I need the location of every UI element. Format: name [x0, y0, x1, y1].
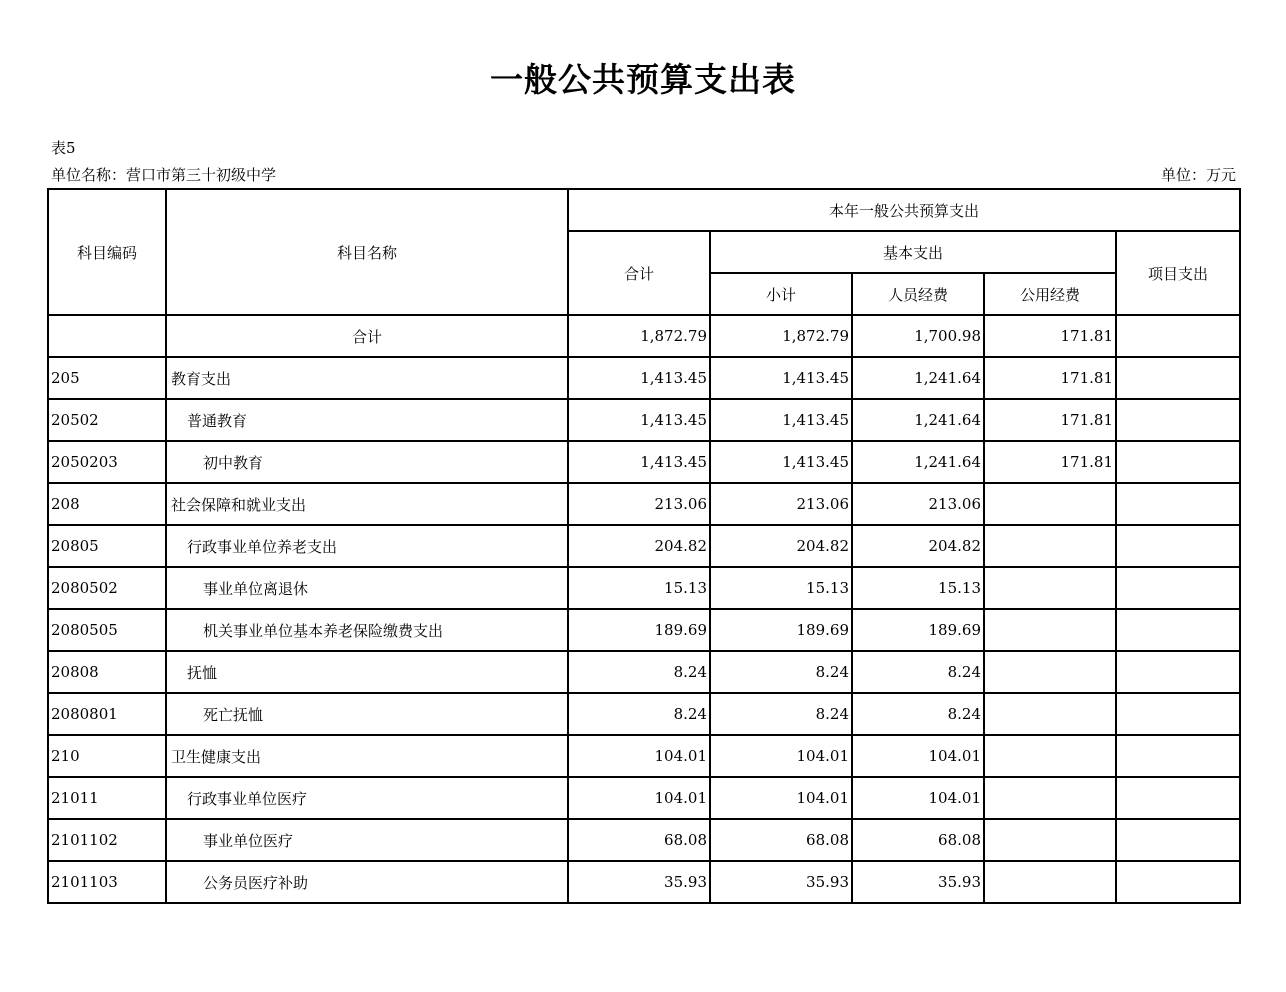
- cell-project: [1116, 777, 1240, 819]
- cell-public: [984, 567, 1116, 609]
- unit-currency: 单位：万元: [1160, 166, 1236, 184]
- header-subtotal: 小计: [710, 273, 852, 315]
- cell-code: 2050203: [48, 441, 166, 483]
- header-basic: 基本支出: [710, 231, 1116, 273]
- cell-code: 2080801: [48, 693, 166, 735]
- cell-subtotal: 189.69: [710, 609, 852, 651]
- cell-name: 公务员医疗补助: [166, 861, 568, 903]
- cell-public: 171.81: [984, 441, 1116, 483]
- table-row: [48, 441, 1240, 483]
- table-row: [48, 819, 1240, 861]
- cell-code: [48, 315, 166, 357]
- header-total: 合计: [568, 231, 710, 315]
- cell-personnel: 104.01: [852, 735, 984, 777]
- header-name: 科目名称: [166, 189, 568, 315]
- cell-subtotal: 8.24: [710, 651, 852, 693]
- cell-code: 208: [48, 483, 166, 525]
- table-row: [48, 651, 1240, 693]
- unit-name: 单位名称：营口市第三十初级中学: [51, 166, 277, 184]
- cell-public: [984, 861, 1116, 903]
- cell-subtotal: 104.01: [710, 777, 852, 819]
- table-body: [48, 315, 1240, 903]
- cell-name: 事业单位离退休: [166, 567, 568, 609]
- cell-code: 2101102: [48, 819, 166, 861]
- cell-name: 卫生健康支出: [166, 735, 568, 777]
- table-row: [48, 777, 1240, 819]
- cell-subtotal: 68.08: [710, 819, 852, 861]
- table-row: [48, 693, 1240, 735]
- cell-name: 行政事业单位医疗: [166, 777, 568, 819]
- header-project: 项目支出: [1116, 231, 1240, 315]
- table-row: [48, 357, 1240, 399]
- cell-project: [1116, 483, 1240, 525]
- cell-public: [984, 609, 1116, 651]
- header-personnel: 人员经费: [852, 273, 984, 315]
- cell-name: 社会保障和就业支出: [166, 483, 568, 525]
- cell-total: 104.01: [568, 735, 710, 777]
- table-row: [48, 609, 1240, 651]
- cell-public: [984, 693, 1116, 735]
- cell-name: 普通教育: [166, 399, 568, 441]
- cell-personnel: 1,700.98: [852, 315, 984, 357]
- cell-total: 1,413.45: [568, 357, 710, 399]
- cell-project: [1116, 525, 1240, 567]
- cell-name: 机关事业单位基本养老保险缴费支出: [166, 609, 568, 651]
- cell-code: 210: [48, 735, 166, 777]
- cell-project: [1116, 609, 1240, 651]
- cell-public: 171.81: [984, 399, 1116, 441]
- cell-personnel: 68.08: [852, 819, 984, 861]
- cell-total: 213.06: [568, 483, 710, 525]
- cell-public: 171.81: [984, 357, 1116, 399]
- cell-personnel: 8.24: [852, 693, 984, 735]
- cell-project: [1116, 735, 1240, 777]
- table-number: 表5: [51, 139, 76, 157]
- cell-personnel: 189.69: [852, 609, 984, 651]
- budget-table: [47, 188, 1241, 904]
- table-row: [48, 483, 1240, 525]
- cell-subtotal: 213.06: [710, 483, 852, 525]
- page-title: 一般公共预算支出表: [490, 60, 796, 99]
- cell-subtotal: 104.01: [710, 735, 852, 777]
- table-row: [48, 861, 1240, 903]
- cell-project: [1116, 441, 1240, 483]
- cell-personnel: 15.13: [852, 567, 984, 609]
- cell-subtotal: 35.93: [710, 861, 852, 903]
- cell-code: 20502: [48, 399, 166, 441]
- cell-total: 1,413.45: [568, 399, 710, 441]
- cell-name: 合计: [166, 315, 568, 357]
- cell-project: [1116, 315, 1240, 357]
- cell-name: 死亡抚恤: [166, 693, 568, 735]
- cell-subtotal: 1,413.45: [710, 441, 852, 483]
- header-group: 本年一般公共预算支出: [568, 189, 1240, 231]
- cell-personnel: 213.06: [852, 483, 984, 525]
- cell-personnel: 104.01: [852, 777, 984, 819]
- cell-name: 事业单位医疗: [166, 819, 568, 861]
- cell-code: 21011: [48, 777, 166, 819]
- cell-total: 189.69: [568, 609, 710, 651]
- cell-public: [984, 651, 1116, 693]
- cell-project: [1116, 651, 1240, 693]
- cell-name: 抚恤: [166, 651, 568, 693]
- cell-public: [984, 777, 1116, 819]
- cell-personnel: 1,241.64: [852, 441, 984, 483]
- cell-project: [1116, 399, 1240, 441]
- cell-personnel: 35.93: [852, 861, 984, 903]
- cell-total: 8.24: [568, 651, 710, 693]
- cell-public: 171.81: [984, 315, 1116, 357]
- cell-public: [984, 483, 1116, 525]
- cell-public: [984, 819, 1116, 861]
- cell-subtotal: 15.13: [710, 567, 852, 609]
- cell-total: 8.24: [568, 693, 710, 735]
- cell-total: 68.08: [568, 819, 710, 861]
- cell-code: 2101103: [48, 861, 166, 903]
- cell-personnel: 1,241.64: [852, 357, 984, 399]
- cell-total: 204.82: [568, 525, 710, 567]
- cell-project: [1116, 693, 1240, 735]
- cell-total: 35.93: [568, 861, 710, 903]
- cell-subtotal: 1,872.79: [710, 315, 852, 357]
- cell-personnel: 8.24: [852, 651, 984, 693]
- cell-total: 104.01: [568, 777, 710, 819]
- table-row: [48, 525, 1240, 567]
- cell-project: [1116, 819, 1240, 861]
- header-public: 公用经费: [984, 273, 1116, 315]
- cell-code: 20808: [48, 651, 166, 693]
- cell-project: [1116, 567, 1240, 609]
- cell-total: 15.13: [568, 567, 710, 609]
- header-row-1: [48, 189, 1240, 231]
- cell-project: [1116, 357, 1240, 399]
- cell-personnel: 1,241.64: [852, 399, 984, 441]
- cell-subtotal: 204.82: [710, 525, 852, 567]
- header-code: 科目编码: [48, 189, 166, 315]
- cell-name: 教育支出: [166, 357, 568, 399]
- cell-subtotal: 8.24: [710, 693, 852, 735]
- cell-total: 1,413.45: [568, 441, 710, 483]
- cell-name: 初中教育: [166, 441, 568, 483]
- cell-project: [1116, 861, 1240, 903]
- cell-personnel: 204.82: [852, 525, 984, 567]
- cell-public: [984, 525, 1116, 567]
- cell-code: 2080505: [48, 609, 166, 651]
- cell-subtotal: 1,413.45: [710, 357, 852, 399]
- table-row: [48, 735, 1240, 777]
- cell-code: 2080502: [48, 567, 166, 609]
- table-row: [48, 399, 1240, 441]
- cell-code: 205: [48, 357, 166, 399]
- cell-subtotal: 1,413.45: [710, 399, 852, 441]
- table-row: [48, 315, 1240, 357]
- cell-public: [984, 735, 1116, 777]
- table-row: [48, 567, 1240, 609]
- cell-code: 20805: [48, 525, 166, 567]
- cell-name: 行政事业单位养老支出: [166, 525, 568, 567]
- cell-total: 1,872.79: [568, 315, 710, 357]
